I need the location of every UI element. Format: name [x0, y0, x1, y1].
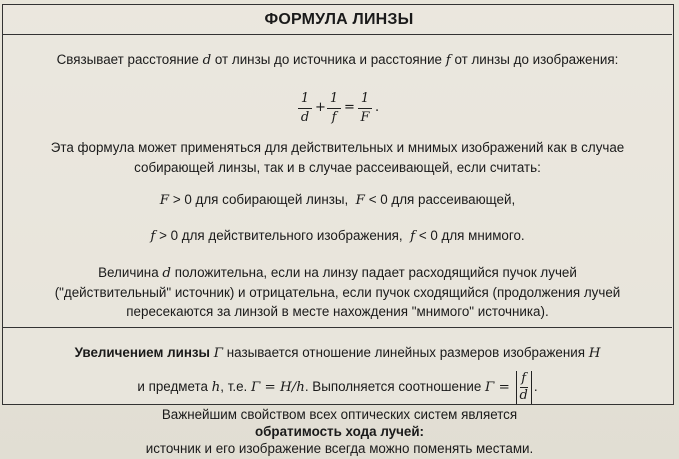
var-H: H [588, 346, 601, 361]
magnification-expression: Γ = H/h [250, 380, 305, 396]
numerator: 1 [300, 91, 310, 106]
var-f: f [410, 229, 416, 244]
magnification-line-2 [3, 371, 672, 404]
condition-F-diverging: < 0 для рассеивающей, [368, 192, 516, 207]
d-sign-part-a: Величина [98, 265, 159, 280]
d-sign-line-1 [3, 263, 672, 283]
denominator: F [360, 110, 370, 125]
equals-sign: = [344, 100, 355, 115]
var-F: F [355, 193, 365, 208]
denominator: d [519, 388, 528, 403]
fraction-1-over-F [358, 91, 372, 126]
magnification-part-a: и предмета [137, 379, 208, 395]
numerator: f [521, 371, 527, 386]
applicability-line-2: собирающей линзы, так и в случае рассеивающей, если считать: [134, 160, 541, 175]
condition-F [3, 190, 672, 210]
footer-line-3: источник и его изображение всегда можно поменять местами. [145, 441, 534, 456]
fraction-bar [298, 108, 312, 109]
var-gamma: Γ [213, 346, 224, 361]
intro-var-f: f [445, 53, 451, 68]
condition-f-real: > 0 для действительного изображения, [159, 228, 403, 243]
lens-formula-box [2, 4, 674, 405]
applicability-line-1: Эта формула может применяться для действительных и мнимых изображений как в случае [50, 140, 625, 155]
condition-F-converging: > 0 для собирающей линзы, [172, 192, 349, 207]
var-F: F [159, 193, 170, 208]
period: . [375, 100, 380, 115]
fraction-bar [327, 108, 341, 109]
footer-line-2: обратимость хода лучей: [254, 424, 425, 439]
condition-f [3, 226, 672, 246]
d-sign-line-2: ("действительный" источник) и отрицательна, если пучок сходящийся (продолжения лучей [54, 285, 621, 300]
var-f: f [150, 229, 156, 244]
intro-part-a: Связывает расстояние [56, 52, 199, 67]
denominator: d [300, 110, 310, 125]
page-title: ФОРМУЛА ЛИНЗЫ [264, 11, 414, 28]
numerator: 1 [360, 91, 370, 106]
denominator: f [331, 110, 337, 125]
plus-sign: + [315, 100, 326, 115]
condition-f-virtual: < 0 для мнимого. [418, 228, 525, 243]
footer-note [0, 406, 679, 457]
magnification-part-b: , т.е. [220, 379, 248, 395]
intro-part-b: от линзы до источника и расстояние [214, 52, 443, 67]
abs-fraction-f-over-d [516, 371, 532, 404]
intro-text [3, 50, 672, 70]
magnification-definition: называется отношение линейных размеров изображения [226, 345, 585, 360]
fraction-1-over-f [327, 91, 341, 126]
d-sign-part-b: положительна, если на линзу падает расходящийся пучок лучей [174, 265, 577, 280]
magnification-line-1 [3, 343, 672, 363]
numerator: 1 [329, 91, 339, 106]
intro-var-d: d [202, 53, 212, 68]
magnification-part-c: . Выполняется соотношение [304, 379, 482, 395]
title-divider [3, 34, 672, 35]
var-d: d [162, 266, 171, 281]
var-h: h [211, 380, 221, 396]
lens-formula [298, 91, 388, 127]
period: . [533, 379, 538, 395]
fraction-bar [358, 108, 372, 109]
footer-line-1: Важнейшим свойством всех оптических систем является [161, 407, 518, 422]
fraction-1-over-d [298, 91, 312, 126]
magnification-term: Увеличением линзы [74, 345, 210, 360]
d-sign-line-3: пересекаются за линзой в месте нахождения "мнимого" источника). [126, 304, 549, 319]
intro-part-c: от линзы до изображения: [454, 52, 619, 67]
gamma-equals: Γ = [485, 380, 510, 396]
section-divider [3, 327, 672, 328]
